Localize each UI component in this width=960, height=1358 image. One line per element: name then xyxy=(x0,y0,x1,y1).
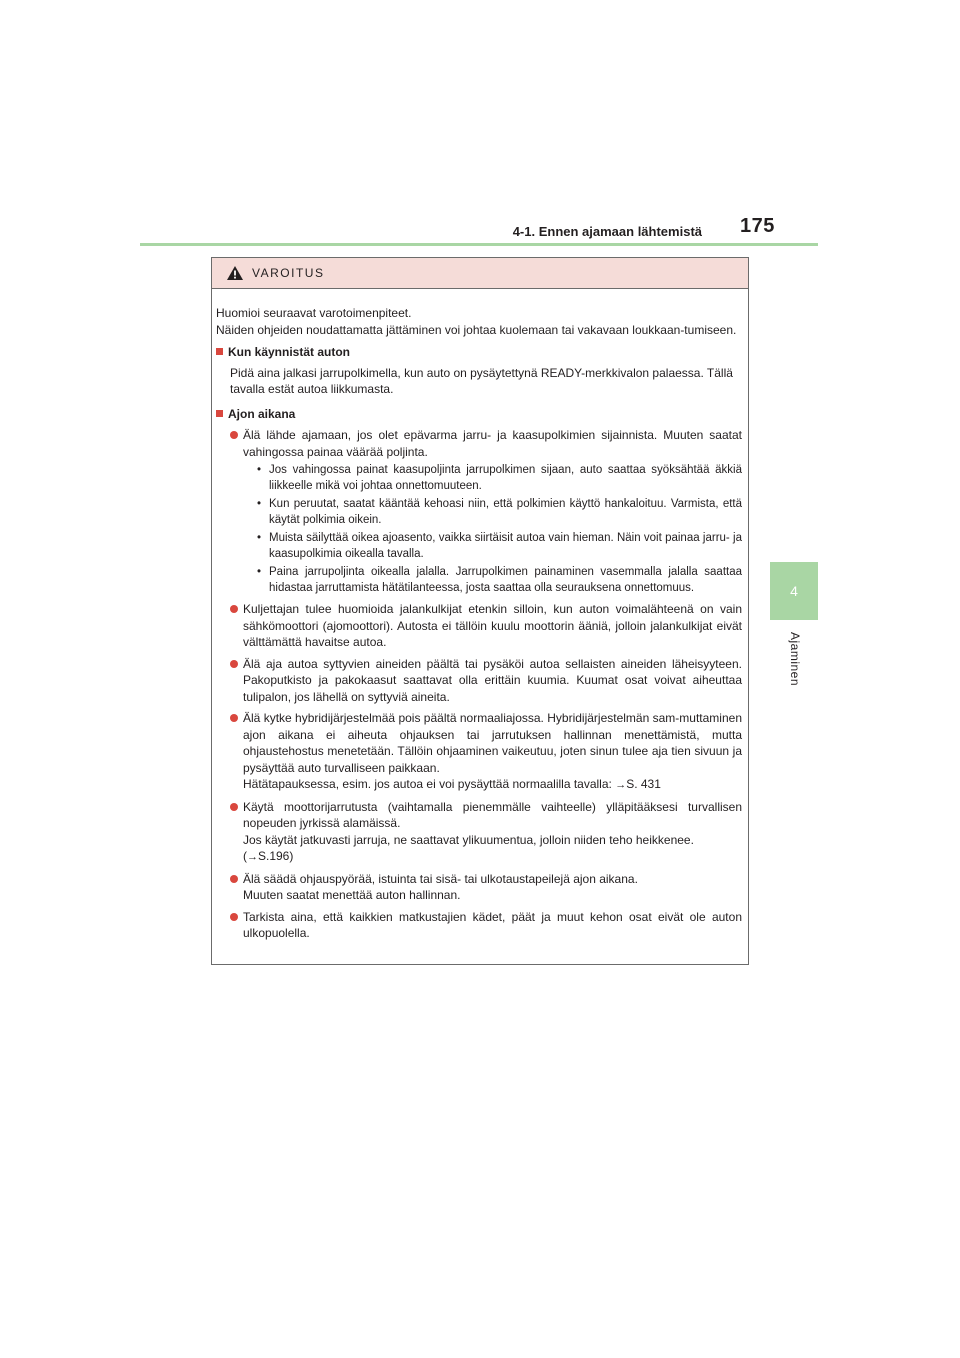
circle-bullet-icon xyxy=(230,605,238,613)
page-reference-link[interactable]: S.196 xyxy=(258,849,290,863)
circle-bullet-icon xyxy=(230,660,238,668)
section-title: 4-1. Ennen ajamaan lähtemistä xyxy=(512,224,702,239)
intro-line-2: Näiden ohjeiden noudattamatta jättäminen voi johtaa kuolemaan tai vakavaan loukkaan-tumiseen. xyxy=(216,322,737,337)
section-text-start: Pidä aina jalkasi jarrupolkimella, kun auto on pysäytettynä READY-merkkivalon palaessa. Tällä tavalla estät autoa liikkumasta. xyxy=(230,365,733,396)
page-number: 175 xyxy=(740,215,775,237)
dot-marker-icon: • xyxy=(257,498,262,510)
square-bullet-icon xyxy=(216,348,223,355)
circle-bullet-icon xyxy=(230,803,238,811)
section-heading-driving: Ajon aikana xyxy=(216,406,742,423)
list-item: Älä aja autoa syttyvien aineiden päältä tai pysäköi autoa sellaisten aineiden läheisyyteen. Pakoputkisto ja pakokaasut saattavat olla erittäin kuumia. Kuumat osat voivat aiheuttaa tulipalon, jos lähellä on syttyviä aineita. xyxy=(216,656,742,706)
sub-list-item: • Kun peruutat, saatat kääntää kehoasi niin, että polkimien käyttö hankaloituu. Varmista, että käytät polkimia oikein. xyxy=(257,498,742,526)
dot-marker-icon: • xyxy=(257,532,262,544)
warning-triangle-icon xyxy=(226,265,244,281)
list-item: Älä lähde ajamaan, jos olet epävarma jarru- ja kaasupolkimien sijainnista. Muuten saatat vahingossa painaa väärää poljinta. xyxy=(216,427,742,460)
circle-bullet-icon xyxy=(230,875,238,883)
chapter-number: 4 xyxy=(790,583,798,599)
circle-bullet-icon xyxy=(230,714,238,722)
arrow-right-icon: → xyxy=(615,779,627,791)
list-item: Älä säädä ohjauspyörää, istuinta tai sisä- tai ulkotaustapeilejä ajon aikana. Muuten saatat menettää auton hallinnan. xyxy=(216,871,742,904)
list-item: Tarkista aina, että kaikkien matkustajien kädet, päät ja muut kehon osat eivät ole auton ulkopuolella. xyxy=(216,909,742,942)
intro-line-1: Huomioi seuraavat varotoimenpiteet. xyxy=(216,306,412,320)
list-item: Käytä moottorijarrutusta (vaihtamalla pienemmälle vaihteelle) ylläpitääksesi turvallisen nopeuden jyrkissä alamäissä. Jos käytät jatkuvasti jarruja, ne saattavat ylikuumentua, jolloin niiden teho heikkenee. (→S.196) xyxy=(216,799,742,866)
sub-list-item: • Paina jarrupoljinta oikealla jalalla. Jarrupolkimen painaminen vasemmalla jalalla saattaa hidastaa jarruttamista hätätilanteessa, josta saattaa olla seurauksena onnettomuus. xyxy=(257,566,742,594)
section-heading-start: Kun käynnistät auton xyxy=(216,344,742,361)
arrow-right-icon: → xyxy=(247,851,258,863)
list-item: Kuljettajan tulee huomioida jalankulkijat etenkin silloin, kun auton voimalähteenä on vain sähkömoottori (ajomoottori). Autosta ei tällöin kuulu moottorin ääniä, jolloin jalankulkijat eivät välttämättä havaitse autoa. xyxy=(216,601,742,651)
dot-marker-icon: • xyxy=(257,566,262,578)
sub-list-item: • Jos vahingossa painat kaasupoljinta jarrupolkimen sijaan, auto saattaa syöksähtää äkkiä liikkeelle mikä voi johtaa onnettomuuteen. xyxy=(257,464,742,492)
warning-header xyxy=(212,258,748,289)
chapter-tab[interactable] xyxy=(770,562,818,620)
warning-title: VAROITUS xyxy=(252,266,325,280)
square-bullet-icon xyxy=(216,410,223,417)
chapter-label: Ajaminen xyxy=(788,632,802,687)
circle-bullet-icon xyxy=(230,913,238,921)
header-rule xyxy=(140,243,818,246)
circle-bullet-icon xyxy=(230,431,238,439)
warning-body xyxy=(212,289,748,942)
page-reference-link[interactable]: S. 431 xyxy=(626,777,661,791)
sub-list-item: • Muista säilyttää oikea ajoasento, vaikka siirtäisit autoa vain hieman. Näin voit painaa jarru- ja kaasupolkimia oikealla tavalla. xyxy=(257,532,742,560)
list-item: Älä kytke hybridijärjestelmää pois päältä normaaliajossa. Hybridijärjestelmän sam-muttaminen ajon aikana ei aiheuta ohjauksen tai jarrutuksen hallinnan menettämistä, mutta ohjaustehostus menetetään. Tällöin ohjaaminen vaikeutuu, joten sinun tulee aja tien sivuun ja pysäyttää auto turvalliseen paikkaan. Hätätapauksessa, esim. jos autoa ei voi pysäyttää normaalilla tavalla: →S. 431 xyxy=(216,710,742,794)
dot-marker-icon: • xyxy=(257,464,262,476)
warning-box xyxy=(211,257,749,965)
